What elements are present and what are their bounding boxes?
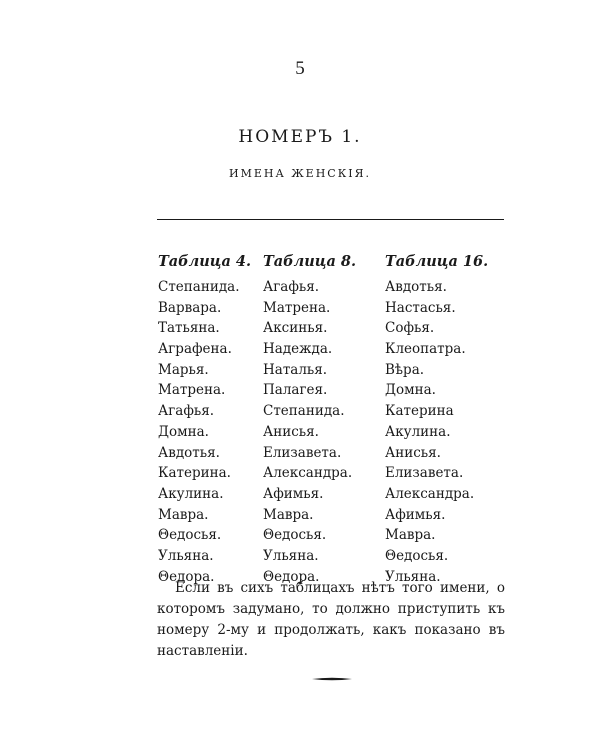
list-item: Акулина. <box>385 423 451 440</box>
list-item: Афимья. <box>263 485 324 502</box>
list-item: Надежда. <box>263 341 333 358</box>
list-item: Мавра. <box>263 506 314 523</box>
table-column-2 <box>263 252 373 587</box>
list-item: Ульяна. <box>385 568 441 585</box>
list-item: Авдотья. <box>385 279 447 295</box>
list-item: Θедосья. <box>385 547 449 564</box>
list-item: Александра. <box>263 465 353 482</box>
list-item: Варвара. <box>158 299 222 316</box>
section-subtitle: ИМЕНА ЖЕНСКІЯ. <box>229 167 371 180</box>
list-item: Ульяна. <box>158 547 214 564</box>
list-item: Аксинья. <box>263 320 328 337</box>
list-item: Марья. <box>158 361 209 378</box>
list-item: Анисья. <box>263 423 319 440</box>
list-item: Степанида. <box>263 403 345 420</box>
list-item: Настасья. <box>385 299 456 316</box>
list-item: Палагея. <box>263 382 328 399</box>
list-item: Θедосья. <box>158 527 222 544</box>
list-item: Мавра. <box>385 527 436 544</box>
instruction-paragraph <box>157 578 505 662</box>
list-item: Агафья. <box>158 403 215 420</box>
list-item: Агафья. <box>263 279 320 295</box>
page-number: 5 <box>295 58 305 79</box>
table-column-3 <box>385 252 495 587</box>
list-item: Аграфена. <box>158 341 232 358</box>
list-item: Θедора. <box>263 568 320 585</box>
table-header: Таблица 4. <box>158 253 252 270</box>
list-item: Домна. <box>158 423 209 440</box>
list-item: Ульяна. <box>263 547 319 564</box>
list-item: Авдотья. <box>158 444 220 461</box>
list-item: Матрена. <box>158 382 226 399</box>
list-item: Вѣра. <box>385 361 425 378</box>
table-header: Таблица 16. <box>385 253 489 270</box>
list-item: Татьяна. <box>158 320 220 337</box>
list-item: Степанида. <box>158 279 240 295</box>
list-item: Елизавета. <box>263 444 342 461</box>
list-item: Мавра. <box>158 506 209 523</box>
list-item: Клеопатра. <box>385 341 466 358</box>
horizontal-rule <box>157 219 504 220</box>
list-item: Наталья. <box>263 361 328 378</box>
list-item: Θедосья. <box>263 527 327 544</box>
section-title: НОМЕРЪ 1. <box>238 127 362 147</box>
list-item: Афимья. <box>385 506 446 523</box>
table-column-1 <box>158 252 258 587</box>
list-item: Софья. <box>385 320 435 337</box>
list-item: Анисья. <box>385 444 441 461</box>
list-item: Θедора. <box>158 568 215 585</box>
list-item: Катерина <box>385 403 454 420</box>
end-ornament <box>312 677 352 681</box>
list-item: Катерина. <box>158 465 231 482</box>
paragraph-text: Если въ сихъ таблицахъ нѣтъ того имени, о которомъ задумано, то должно приступить къ номеру 2-му и продолжать, какъ показано въ наставленіи. <box>157 580 505 659</box>
list-item: Матрена. <box>263 299 331 316</box>
list-item: Елизавета. <box>385 465 464 482</box>
table-header: Таблица 8. <box>263 253 357 270</box>
list-item: Акулина. <box>158 485 224 502</box>
list-item: Александра. <box>385 485 475 502</box>
list-item: Домна. <box>385 382 436 399</box>
